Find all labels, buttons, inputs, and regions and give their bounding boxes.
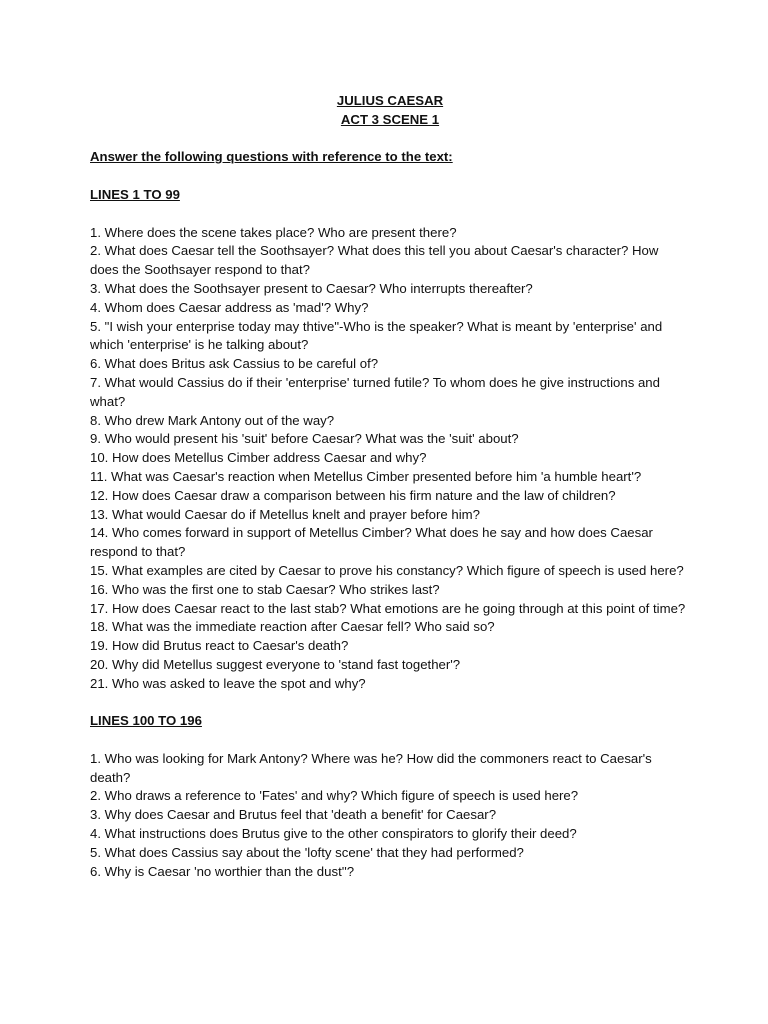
question-item: 13. What would Caesar do if Metellus knelt and prayer before him? (90, 506, 480, 522)
question-item: 18. What was the immediate reaction after Caesar fell? Who said so? (90, 619, 495, 635)
document-page (90, 92, 690, 881)
question-item: 11. What was Caesar's reaction when Metellus Cimber presented before him 'a humble heart'? (90, 468, 642, 484)
question-item: 6. Why is Caesar 'no worthier than the dust''? (90, 863, 355, 879)
question-item: 3. What does the Soothsayer present to Caesar? Who interrupts thereafter? (90, 280, 533, 296)
question-item: 14. Who comes forward in support of Metellus Cimber? What does he say and how does Caesar respond to that? (90, 525, 653, 560)
section-heading: LINES 100 TO 196 (90, 713, 202, 729)
question-item: 9. Who would present his 'suit' before Caesar? What was the 'suit' about? (90, 431, 519, 447)
question-item: 4. What instructions does Brutus give to the other conspirators to glorify their deed? (90, 826, 577, 842)
question-item: 1. Who was looking for Mark Antony? Where was he? How did the commoners react to Caesar's death? (90, 750, 652, 785)
section-heading: LINES 1 TO 99 (90, 186, 180, 202)
question-item: 6. What does Britus ask Cassius to be careful of? (90, 356, 379, 372)
question-item: 15. What examples are cited by Caesar to prove his constancy? Which figure of speech is used here? (90, 562, 684, 578)
question-item: 2. What does Caesar tell the Soothsayer? What does this tell you about Caesar's character? How does the Soothsayer respond to that? (90, 243, 659, 278)
question-item: 20. Why did Metellus suggest everyone to 'stand fast together'? (90, 656, 461, 672)
question-item: 1. Where does the scene takes place? Who are present there? (90, 224, 457, 240)
question-section (90, 712, 690, 881)
question-item: 12. How does Caesar draw a comparison between his firm nature and the law of children? (90, 487, 616, 503)
question-item: 5. "I wish your enterprise today may thtive"-Who is the speaker? What is meant by 'enterprise' and which 'enterprise' is he talking about? (90, 318, 663, 353)
question-item: 3. Why does Caesar and Brutus feel that 'death a benefit' for Caesar? (90, 807, 497, 823)
instruction-text: Answer the following questions with reference to the text: (90, 149, 453, 165)
question-item: 8. Who drew Mark Antony out of the way? (90, 412, 335, 428)
question-item: 21. Who was asked to leave the spot and why? (90, 675, 366, 691)
question-item: 17. How does Caesar react to the last stab? What emotions are he going through at this point of time? (90, 600, 686, 616)
question-item: 2. Who draws a reference to 'Fates' and why? Which figure of speech is used here? (90, 788, 579, 804)
question-list (90, 750, 690, 882)
sections-container (90, 186, 690, 881)
question-item: 16. Who was the first one to stab Caesar? Who strikes last? (90, 581, 440, 597)
document-subtitle: ACT 3 SCENE 1 (340, 111, 440, 127)
question-item: 7. What would Cassius do if their 'enterprise' turned futile? To whom does he give instructions and what? (90, 374, 660, 409)
question-item: 4. Whom does Caesar address as 'mad'? Why? (90, 299, 369, 315)
document-title: JULIUS CAESAR (336, 93, 444, 108)
question-item: 10. How does Metellus Cimber address Caesar and why? (90, 450, 427, 466)
question-list (90, 224, 690, 694)
question-item: 5. What does Cassius say about the 'lofty scene' that they had performed? (90, 844, 524, 860)
question-section (90, 186, 690, 694)
question-item: 19. How did Brutus react to Caesar's death? (90, 638, 349, 654)
